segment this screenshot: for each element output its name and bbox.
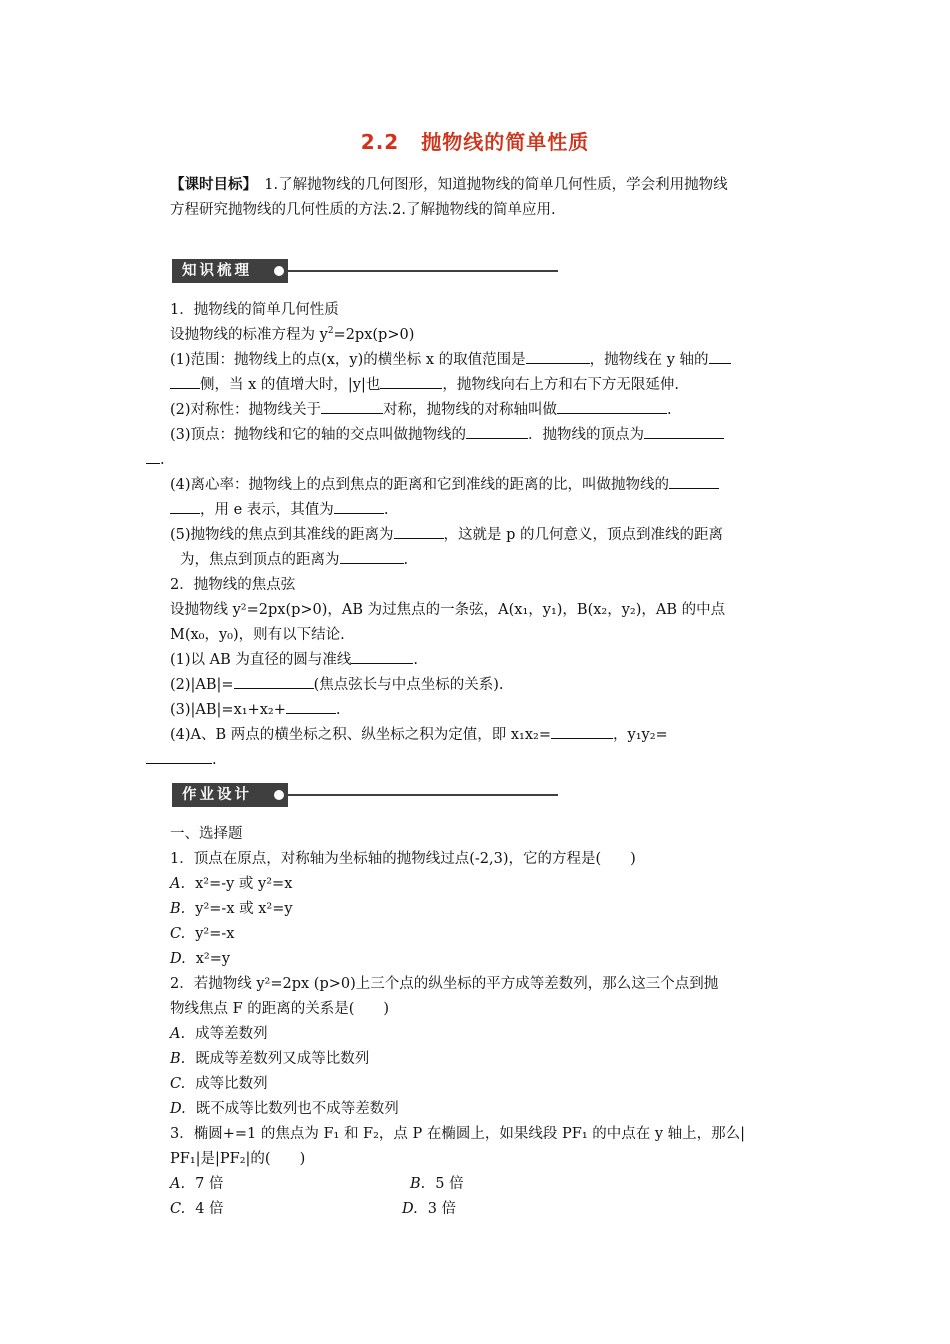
question-1: 1．顶点在原点，对称轴为坐标轴的抛物线过点(-2,3)，它的方程是( ): [170, 851, 636, 867]
answer-blank: [340, 549, 404, 564]
kb-line: M(x₀，y₀)，则有以下结论.: [170, 627, 345, 643]
answer-blank: [551, 724, 613, 739]
answer-blank: [380, 374, 442, 389]
answer-blank: [146, 749, 212, 764]
kb-line: (2)对称性：抛物线关于 对称，抛物线的对称轴叫做 .: [170, 398, 810, 423]
q1-option-d: D. x²=y: [170, 951, 231, 967]
answer-blank: [334, 499, 384, 514]
bullet-dot-icon: [274, 266, 284, 276]
q1-option-a: A. x²=-y 或 y²=x: [170, 876, 293, 892]
question-3-cont: PF₁|是|PF₂|的( ): [170, 1151, 306, 1167]
answer-blank: [669, 474, 719, 489]
course-goals: [170, 172, 810, 223]
answer-blank: [351, 649, 413, 664]
kb-heading-2: 2．抛物线的焦点弦: [170, 577, 296, 593]
homework-body: [170, 822, 810, 1222]
question-type: 一、选择题: [170, 826, 243, 842]
question-3: 3．椭圆+=1 的焦点为 F₁ 和 F₂，点 P 在椭圆上，如果线段 PF₁ 的中点在 y 轴上，那么|: [170, 1126, 746, 1142]
page-title: [0, 126, 950, 155]
question-2: 2．若抛物线 y²=2px (p>0)上三个点的纵坐标的平方成等差数列，那么这三个点到抛: [170, 976, 719, 992]
kb-line: 为，焦点到顶点的距离为 .: [170, 548, 810, 573]
kb-line: (3)|AB|=x₁+x₂+ .: [170, 698, 810, 723]
goals-line2: 方程研究抛物线的几何性质的方法.2.了解抛物线的简单应用.: [170, 202, 556, 218]
answer-blank: [394, 524, 444, 539]
answer-blank: [709, 349, 731, 364]
answer-blank: [321, 399, 383, 414]
q2-option-a: A. 成等差数列: [170, 1026, 268, 1042]
q3-options-row1: A. 7 倍 B. 5 倍: [170, 1176, 464, 1192]
kb-line: (1)以 AB 为直径的圆与准线 .: [170, 648, 810, 673]
q3-options-row2: C. 4 倍 D. 3 倍: [170, 1201, 457, 1217]
kb-line: (4)A、B 两点的横坐标之积、纵坐标之积为定值，即 x₁x₂= ，y₁y₂=: [170, 723, 810, 748]
q2-option-d: D. 既不成等比数列也不成等差数列: [170, 1101, 399, 1117]
kb-line: (3)顶点：抛物线和它的轴的交点叫做抛物线的 ．抛物线的顶点为: [170, 423, 810, 448]
title-text: 抛物线的简单性质: [421, 130, 590, 154]
question-2-cont: 物线焦点 F 的距离的关系是( ): [170, 1001, 390, 1017]
kb-line: (4)离心率：抛物线上的点到焦点的距离和它到准线的距离的比，叫做抛物线的: [170, 473, 810, 498]
q1-option-c: C. y²=-x: [170, 926, 235, 942]
goals-label: 【课时目标】: [170, 176, 250, 193]
q2-option-b: B. 既成等差数列又成等比数列: [170, 1051, 370, 1067]
header-rule: [288, 794, 558, 796]
section-number: 2.2: [360, 130, 400, 154]
answer-blank: [170, 374, 200, 389]
kb-line: (5)抛物线的焦点到其准线的距离为 ，这就是 p 的几何意义，顶点到准线的距离: [170, 523, 810, 548]
answer-blank: [234, 674, 314, 689]
header-label: 作业设计: [172, 783, 288, 807]
answer-blank: [286, 699, 336, 714]
answer-blank: [146, 449, 160, 464]
goals-line1: 1.了解抛物线的几何图形，知道抛物线的简单几何性质，学会利用抛物线: [264, 177, 728, 193]
answer-blank: [526, 349, 590, 364]
kb-line: ，用 e 表示，其值为 .: [170, 498, 810, 523]
answer-blank: [557, 399, 667, 414]
kb-line: 设抛物线 y²=2px(p>0)，AB 为过焦点的一条弦，A(x₁，y₁)，B(x₂，y₂)，AB 的中点: [170, 602, 726, 618]
kb-line: (1)范围：抛物线上的点(x，y)的横坐标 x 的取值范围是 ，抛物线在 y 轴的: [170, 348, 810, 373]
knowledge-body: [160, 298, 810, 773]
kb-heading-1: 1．抛物线的简单几何性质: [170, 302, 339, 318]
kb-line: 侧，当 x 的值增大时，|y|也 ，抛物线向右上方和右下方无限延伸.: [170, 373, 810, 398]
header-rule: [288, 270, 558, 272]
kb-line: .: [146, 448, 810, 473]
kb-line: 设抛物线的标准方程为 $y^2=2px(p>0)$: [170, 326, 415, 343]
header-label: 知识梳理: [172, 259, 288, 283]
answer-blank: [466, 424, 528, 439]
answer-blank: [170, 499, 200, 514]
q1-option-b: B. y²=-x 或 x²=y: [170, 901, 293, 917]
bullet-dot-icon: [274, 790, 284, 800]
answer-blank: [644, 424, 724, 439]
kb-line: .: [146, 748, 810, 773]
kb-line: (2)|AB|= (焦点弦长与中点坐标的关系).: [170, 673, 810, 698]
q2-option-c: C. 成等比数列: [170, 1076, 268, 1092]
